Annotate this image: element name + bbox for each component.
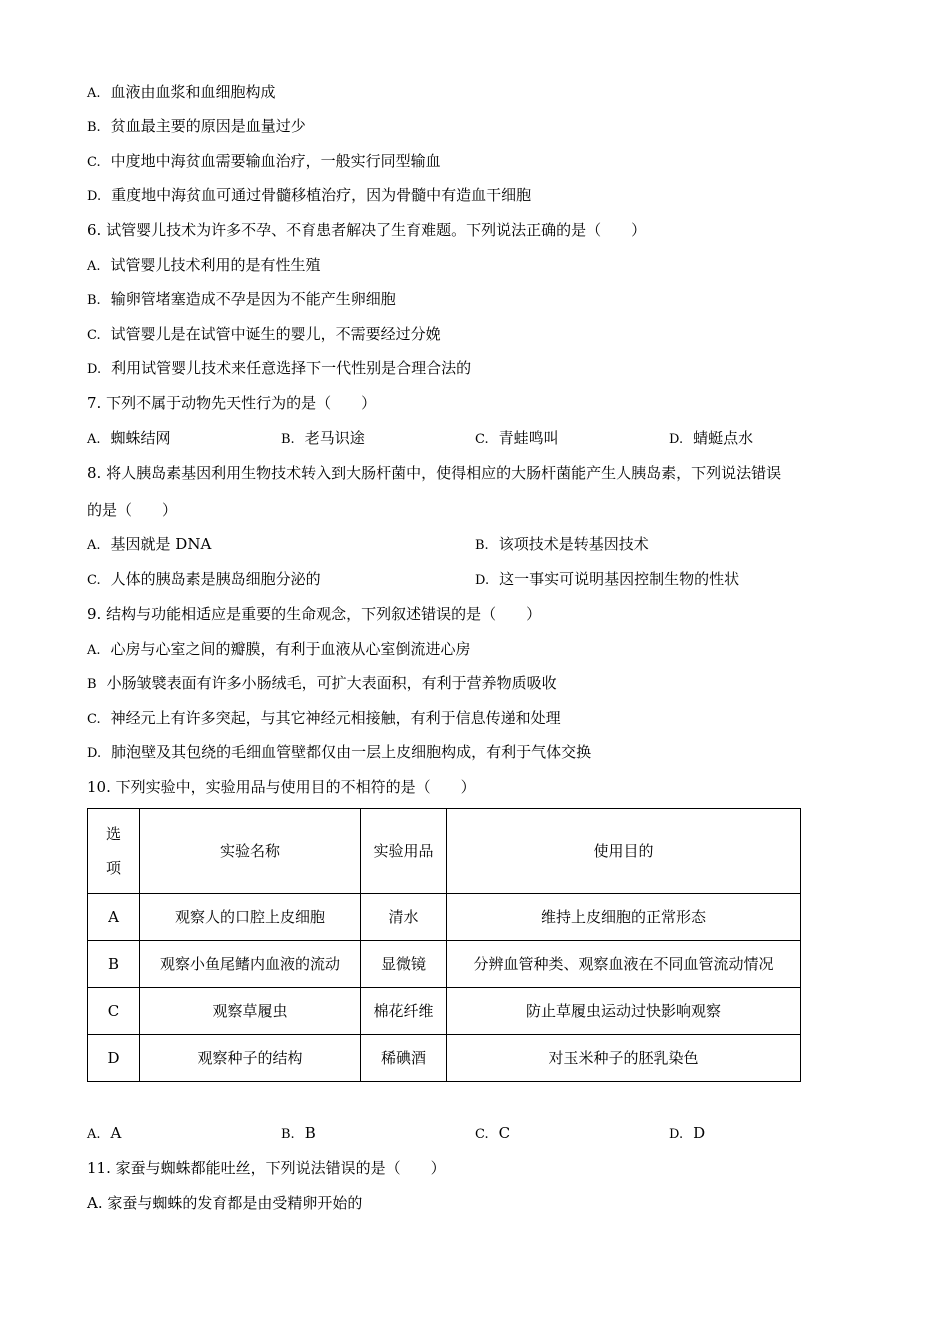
option-text: 输卵管堵塞造成不孕是因为不能产生卵细胞 bbox=[110, 290, 396, 308]
option-text: 人体的胰岛素是胰岛细胞分泌的 bbox=[110, 570, 321, 588]
cell-purpose: 分辨血管种类、观察血液在不同血管流动情况 bbox=[447, 941, 801, 988]
cell-option: C bbox=[88, 988, 140, 1035]
q5-option-d bbox=[87, 185, 531, 207]
cell-name: 观察小鱼尾鳍内血液的流动 bbox=[140, 941, 361, 988]
option-text: D bbox=[693, 1124, 706, 1142]
cell-item: 清水 bbox=[361, 894, 447, 941]
option-text: 蜘蛛结网 bbox=[110, 429, 171, 447]
option-label: B bbox=[87, 677, 97, 692]
option-label: B. bbox=[87, 293, 101, 308]
cell-option: A bbox=[88, 894, 140, 941]
cell-item: 棉花纤维 bbox=[361, 988, 447, 1035]
q6-stem: 6. 试管婴儿技术为许多不孕、不育患者解决了生育难题。下列说法正确的是（ ） bbox=[87, 221, 647, 239]
option-label: C. bbox=[87, 328, 101, 343]
option-text: A bbox=[110, 1124, 122, 1142]
q8-option-b bbox=[475, 534, 649, 556]
q8-option-d bbox=[475, 569, 739, 591]
option-label: C. bbox=[475, 1127, 489, 1142]
q11-stem: 11. 家蚕与蜘蛛都能吐丝，下列说法错误的是（ ） bbox=[87, 1159, 446, 1177]
q8-option-a bbox=[87, 534, 211, 556]
option-label: A. bbox=[87, 643, 101, 658]
cell-purpose: 防止草履虫运动过快影响观察 bbox=[447, 988, 801, 1035]
option-label: A. bbox=[87, 432, 101, 447]
option-label: B. bbox=[281, 1127, 295, 1142]
q6-option-c bbox=[87, 324, 441, 346]
q9-option-b bbox=[87, 673, 557, 695]
q6-option-a bbox=[87, 255, 321, 277]
option-label: D. bbox=[87, 746, 102, 761]
q6-option-b bbox=[87, 289, 396, 311]
cell-name: 观察草履虫 bbox=[140, 988, 361, 1035]
header-item: 实验用品 bbox=[361, 809, 447, 894]
option-text: C bbox=[498, 1124, 511, 1142]
q7-option-d bbox=[669, 428, 753, 450]
q5-option-a bbox=[87, 82, 276, 104]
q7-option-b bbox=[281, 428, 365, 450]
option-label: B. bbox=[281, 432, 295, 447]
table-row bbox=[88, 988, 801, 1035]
q10-option-b bbox=[281, 1123, 316, 1145]
q11-option-a: A. 家蚕与蜘蛛的发育都是由受精卵开始的 bbox=[87, 1194, 363, 1212]
q8-stem-line2: 的是（ ） bbox=[87, 501, 178, 519]
q10-stem: 10. 下列实验中，实验用品与使用目的不相符的是（ ） bbox=[87, 778, 476, 796]
q9-option-c bbox=[87, 708, 561, 730]
option-label: C. bbox=[87, 573, 101, 588]
option-label: B. bbox=[475, 538, 489, 553]
option-label: A. bbox=[87, 1127, 101, 1142]
q9-stem: 9. 结构与功能相适应是重要的生命观念，下列叙述错误的是（ ） bbox=[87, 605, 542, 623]
q5-option-b bbox=[87, 116, 306, 138]
option-text: 神经元上有许多突起，与其它神经元相接触，有利于信息传递和处理 bbox=[110, 709, 561, 727]
option-label: D. bbox=[669, 1127, 684, 1142]
option-text: 基因就是 DNA bbox=[110, 535, 212, 553]
option-text: 试管婴儿技术利用的是有性生殖 bbox=[110, 256, 321, 274]
q9-option-a bbox=[87, 639, 471, 661]
q10-option-d bbox=[669, 1123, 705, 1145]
header-option bbox=[88, 809, 140, 894]
header-purpose: 使用目的 bbox=[447, 809, 801, 894]
q8-stem-line1: 8. 将人胰岛素基因利用生物技术转入到大肠杆菌中，使得相应的大肠杆菌能产生人胰岛素，下列说法错误 bbox=[87, 464, 782, 482]
cell-purpose: 维持上皮细胞的正常形态 bbox=[447, 894, 801, 941]
cell-item: 稀碘酒 bbox=[361, 1035, 447, 1082]
q5-option-c bbox=[87, 151, 441, 173]
q7-option-c bbox=[475, 428, 559, 450]
q7-stem: 7. 下列不属于动物先天性行为的是（ ） bbox=[87, 394, 377, 412]
cell-item: 显微镜 bbox=[361, 941, 447, 988]
option-label: D. bbox=[475, 573, 490, 588]
experiment-table bbox=[87, 808, 801, 1082]
table-row bbox=[88, 894, 801, 941]
option-text: 重度地中海贫血可通过骨髓移植治疗，因为骨髓中有造血干细胞 bbox=[111, 186, 532, 204]
table-row bbox=[88, 1035, 801, 1082]
option-text: 老马识途 bbox=[304, 429, 365, 447]
cell-purpose: 对玉米种子的胚乳染色 bbox=[447, 1035, 801, 1082]
option-text: 肺泡壁及其包绕的毛细血管壁都仅由一层上皮细胞构成，有利于气体交换 bbox=[111, 743, 592, 761]
option-label: B. bbox=[87, 120, 101, 135]
q9-option-d bbox=[87, 742, 591, 764]
q8-option-c bbox=[87, 569, 321, 591]
header-name: 实验名称 bbox=[140, 809, 361, 894]
option-text: 中度地中海贫血需要输血治疗，一般实行同型输血 bbox=[110, 152, 441, 170]
option-text: 该项技术是转基因技术 bbox=[498, 535, 649, 553]
option-label: C. bbox=[475, 432, 489, 447]
cell-name: 观察种子的结构 bbox=[140, 1035, 361, 1082]
table-row bbox=[88, 941, 801, 988]
cell-option: B bbox=[88, 941, 140, 988]
option-text: 贫血最主要的原因是血量过少 bbox=[110, 117, 306, 135]
option-text: B bbox=[304, 1124, 316, 1142]
option-text: 这一事实可说明基因控制生物的性状 bbox=[499, 570, 740, 588]
table-header-row bbox=[88, 809, 801, 894]
option-text: 心房与心室之间的瓣膜，有利于血液从心室倒流进心房 bbox=[110, 640, 471, 658]
option-label: D. bbox=[87, 362, 102, 377]
option-text: 试管婴儿是在试管中诞生的婴儿，不需要经过分娩 bbox=[110, 325, 441, 343]
q7-option-a bbox=[87, 428, 171, 450]
option-label: D. bbox=[87, 189, 102, 204]
cell-option: D bbox=[88, 1035, 140, 1082]
header-option-char1: 选 bbox=[105, 825, 121, 843]
option-text: 小肠皱襞表面有许多小肠绒毛，可扩大表面积，有利于营养物质吸收 bbox=[106, 674, 557, 692]
q10-option-a bbox=[87, 1123, 121, 1145]
option-label: C. bbox=[87, 712, 101, 727]
option-label: C. bbox=[87, 155, 101, 170]
option-text: 血液由血浆和血细胞构成 bbox=[110, 83, 276, 101]
q10-option-c bbox=[475, 1123, 510, 1145]
option-text: 青蛙鸣叫 bbox=[498, 429, 559, 447]
header-option-char2: 项 bbox=[105, 859, 121, 877]
option-label: A. bbox=[87, 538, 101, 553]
option-text: 蜻蜓点水 bbox=[693, 429, 754, 447]
option-label: D. bbox=[669, 432, 684, 447]
option-text: 利用试管婴儿技术来任意选择下一代性别是合理合法的 bbox=[111, 359, 472, 377]
option-label: A. bbox=[87, 86, 101, 101]
q6-option-d bbox=[87, 358, 471, 380]
option-label: A. bbox=[87, 259, 101, 274]
cell-name: 观察人的口腔上皮细胞 bbox=[140, 894, 361, 941]
